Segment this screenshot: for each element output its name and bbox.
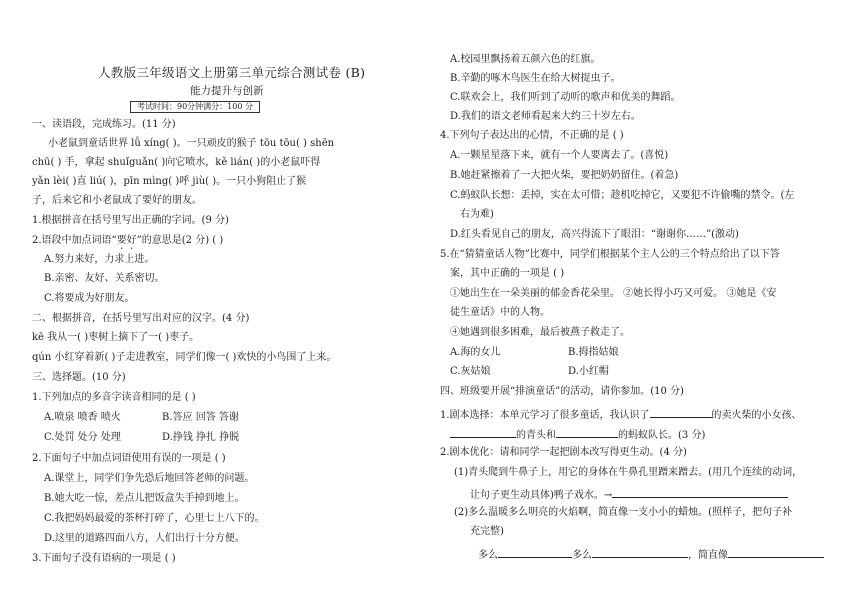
section-2-heading: 二、根据拼音，在括号里写出对应的汉字。(4 分): [32, 313, 250, 324]
answer-blank[interactable]: [728, 548, 824, 558]
question-3-1: 1.下列加点的多音字读音相同的是 ( ): [32, 392, 196, 403]
option-d: D.红头看见自己的朋友，高兴得流下了眼泪：“谢谢你……”(激动): [450, 229, 739, 240]
option-c: C.联欢会上，我们听到了动听的歌声和优美的舞蹈。: [450, 92, 681, 103]
clue-line-1: ①她出生在一朵美丽的郁金香花朵里。 ②她长得小巧又可爱。 ③她是《安: [450, 288, 777, 299]
clue-line-2: 徒生童话》中的人物。: [450, 307, 550, 318]
exam-subtitle: 能力提升与创新: [190, 85, 264, 97]
passage-line-4: 子，后来它和小老鼠成了要好的朋友。: [32, 195, 202, 206]
answer-blank[interactable]: [450, 428, 516, 438]
option-a: A.努力来好，力求上进。: [44, 254, 155, 265]
exam-info: 考试时间：90分钟满分：100 分: [130, 101, 260, 113]
answer-blank[interactable]: [650, 408, 712, 418]
script-choice-line-1: 1.剧本选择：本单元学习了很多童话，我认识了 的卖火柴的小女孩、: [440, 410, 802, 421]
script-item-2-cont: 充完整): [470, 526, 504, 537]
section-1-heading: 一、读语段，完成练习。(11 分): [32, 119, 176, 130]
passage-line-1: 小老鼠到童话世界 lǚ xíng( )。一只顽皮的猴子 tōu tōu( ) shēn: [48, 138, 335, 149]
option-d: D.挣钱 挣扎 挣脱: [162, 432, 240, 443]
question-3-2: 2.下面句子中加点词语使用有误的一项是 ( ): [32, 453, 226, 464]
question-1-2: 2.语段中加点词语“要好”的意思是(2 分) ( ): [32, 235, 224, 246]
option-d: D.这里的道路四面八方，人们出行十分方便。: [44, 533, 245, 544]
option-c-continued: 右为难): [460, 209, 494, 220]
option-d: D.小红帽: [568, 366, 609, 377]
script-choice-line-2: 的青头和 的蚂蚁队长。(3 分): [450, 428, 705, 441]
passage-line-2: chū( ) 手，拿起 shuǐguǎn( )向它喷水，kě lián( )的小老鼠吓得: [32, 157, 321, 168]
fill-in-line: 多么 多么 ，简直像: [478, 548, 824, 561]
option-c: C.处罚 处分 处理: [44, 432, 121, 443]
option-c: C.我把妈妈最爱的茶杯打碎了，心里七上八下的。: [44, 513, 265, 524]
clue-line-3: ④她遇到很多困难，最后被燕子救走了。: [450, 327, 630, 338]
answer-blank[interactable]: [592, 548, 688, 558]
question-1-1: 1.根据拼音在括号里写出正确的字词。(9 分): [32, 215, 229, 226]
script-item-1-cont: 让句子更生动具体)鸭子戏水。→: [470, 488, 788, 501]
option-c: C.蚂蚁队长想：丢掉，实在太可惜；趁机吃掉它，又要犯不许偷嘴的禁令。(左: [450, 190, 795, 201]
option-b: B.辛勤的啄木鸟医生在给大树捉虫子。: [450, 73, 621, 84]
exam-title: 人教版三年级语文上册第三单元综合测试卷 (B): [98, 65, 366, 80]
option-b: B.亲密、友好、关系密切。: [44, 273, 165, 284]
option-a: A.海的女儿: [450, 347, 501, 358]
answer-blank[interactable]: [612, 488, 788, 498]
passage-line-3: yǎn lèi( )直 liú( )，pīn mìng( )呼 jiù( )。一只小狗阻止了猴: [32, 176, 307, 187]
pinyin-line-ke: kē 我从一( )枣树上摘下了一( )枣子。: [32, 332, 200, 343]
section-4-heading: 四、班级要开展“排演童话”的活动，请你参加。(10 分): [440, 386, 684, 397]
option-b: B.她大吃一惊，差点儿把饭盒失手掉到地上。: [44, 493, 245, 504]
question-3-5: 5.在“猜猜童话人物”比赛中，同学们根据某个主人公的三个特点给出了以下答: [440, 249, 780, 260]
option-c: C.将要成为好朋友。: [44, 293, 135, 304]
right-column: [438, 0, 838, 608]
answer-blank[interactable]: [498, 548, 572, 558]
question-3-5-cont: 案，其中正确的一项是 ( ): [450, 268, 565, 279]
option-b: B.答应 回答 答谢: [162, 412, 239, 423]
left-column: [28, 0, 428, 608]
option-d: D.我们的语文老师看起来大约三十岁左右。: [450, 111, 641, 122]
emphasized-word: 要好: [116, 235, 137, 246]
option-b: B.她赶紧擦着了一大把火柴，要把奶奶留住。(着急): [450, 170, 679, 181]
option-c: C.灰姑娘: [450, 366, 491, 377]
pinyin-line-qun: qún 小红穿着新( )子走进教室，同学们像一( )欢快的小鸟围了上来。: [32, 352, 337, 363]
question-3-4: 4.下列句子表达出的心情，不正确的是 ( ): [440, 130, 624, 141]
option-a: A.校园里飘扬着五颜六色的红旗。: [450, 54, 601, 65]
question-3-3: 3.下面句子没有语病的一项是 ( ): [32, 553, 176, 564]
script-item-1: (1)青头爬到牛鼻子上，用它的身体在牛鼻孔里蹭来蹭去。(用几个连续的动词，: [454, 467, 803, 478]
option-a: A.课堂上，同学们争先恐后地回答老师的问题。: [44, 473, 255, 484]
script-optimize-heading: 2.剧本优化：请和同学一起把剧本改写得更生动。(4 分): [440, 447, 687, 458]
option-b: B.拇指姑娘: [568, 347, 619, 358]
option-a: A.一颗星星落下来，就有一个人要离去了。(喜悦): [450, 150, 669, 161]
option-a: A.喷泉 喷香 喷火: [44, 412, 121, 423]
answer-blank[interactable]: [556, 428, 618, 438]
script-item-2: (2)多么温暖多么明亮的火焰啊，简直像一支小小的蜡烛。(照样子，把句子补: [454, 507, 793, 518]
section-3-heading: 三、选择题。(10 分): [32, 372, 126, 383]
